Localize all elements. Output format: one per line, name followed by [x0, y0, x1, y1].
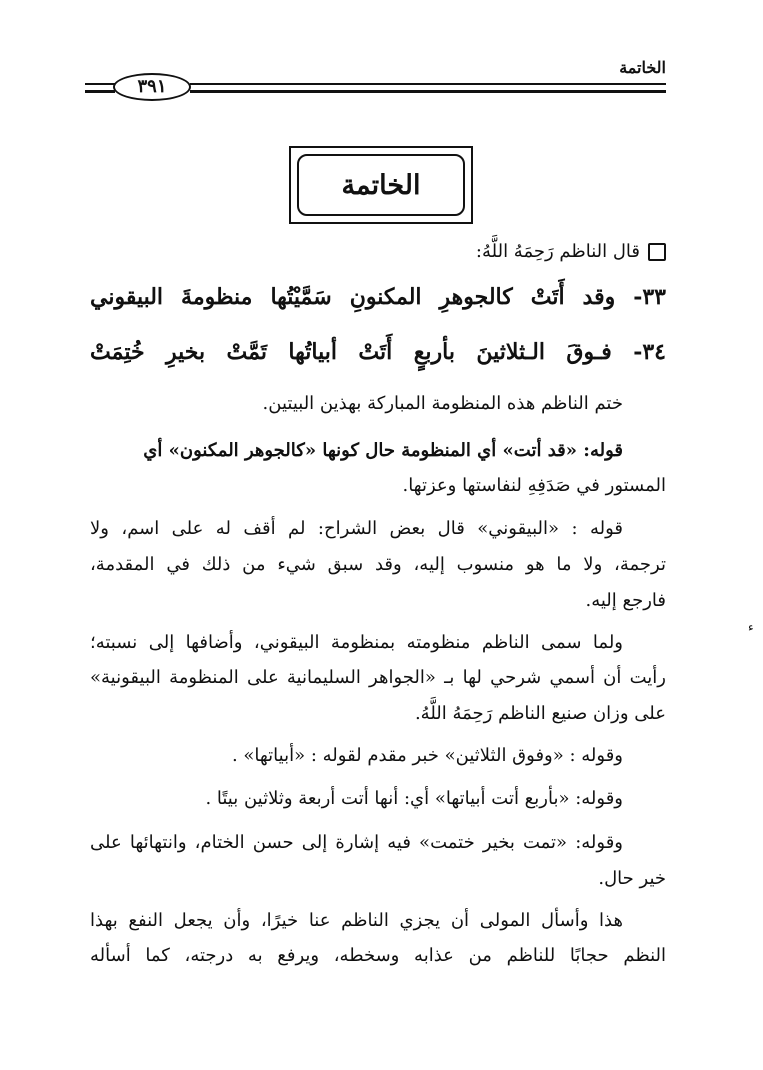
- checkbox-icon: [648, 243, 666, 261]
- paragraph-line: على وزان صنيع الناظم رَحِمَهُ اللَّهُ.: [414, 703, 666, 724]
- header-rule-left: [85, 83, 115, 93]
- paragraph-line: قوله: «قد أتت» أي المنظومة حال كونها «كالجوهر المكنون» أي: [143, 440, 623, 461]
- paragraph-line: وقوله : «وفوق الثلاثين» خبر مقدم لقوله : «أبياتها» .: [231, 745, 623, 766]
- paragraph-line: ترجمة، ولا ما هو منسوب إليه، وقد سبق شيء من ذلك في المقدمة،: [90, 554, 666, 575]
- paragraph-line: رأيت أن أسمي شرحي لها بـ «الجواهر السليمانية على المنظومة البيقونية»: [90, 667, 666, 688]
- paragraph-line: هذا وأسأل المولى أن يجزي الناظم عنا خيرًا، وأن يجعل النفع بهذا: [90, 910, 623, 931]
- paragraph-line: خير حال.: [598, 868, 666, 889]
- verse-33: ٣٣- وقد أَتَتْ كالجوهرِ المكنونِ سَمَّيْتُها منظومةَ البيقوني: [90, 284, 666, 310]
- paragraph-line: وقوله: «بأربع أتت أبياتها» أي: أنها أتت أربعة وثلاثين بيتًا .: [205, 788, 623, 809]
- intro-line: قال الناظم رَحِمَهُ اللَّهُ:: [90, 237, 666, 267]
- margin-mark: ء: [748, 620, 754, 634]
- chapter-title: الخاتمة: [341, 169, 421, 201]
- chapter-title-frame: [289, 146, 473, 224]
- paragraph-line: ولما سمى الناظم منظومته بمنظومة البيقوني، وأضافها إلى نسبته؛: [90, 632, 623, 653]
- paragraph-line: وقوله: «تمت بخير ختمت» فيه إشارة إلى حسن الختام، وانتهائها على: [90, 832, 623, 853]
- verse-34: ٣٤- فـوقَ الـثلاثينَ بأربعٍ أَتَتْ أبياتُها تَمَّتْ بخيرِ خُتِمَتْ: [90, 339, 666, 365]
- header-rule: [190, 83, 666, 93]
- running-title: الخاتمة: [619, 58, 666, 77]
- paragraph-line: قوله : «البيقوني» قال بعض الشراح: لم أقف له على اسم، ولا: [90, 518, 623, 539]
- paragraph-line: المستور في صَدَفِهِ لنفاستها وعزتها.: [402, 475, 666, 496]
- paragraph-line: النظم حجابًا للناظم من عذابه وسخطه، ويرفع به درجته، كما أسأله: [90, 945, 666, 966]
- paragraph-line: ختم الناظم هذه المنظومة المباركة بهذين البيتين.: [262, 393, 623, 414]
- paragraph-line: فارجع إليه.: [585, 590, 666, 611]
- page-number: ٣٩١: [113, 73, 191, 101]
